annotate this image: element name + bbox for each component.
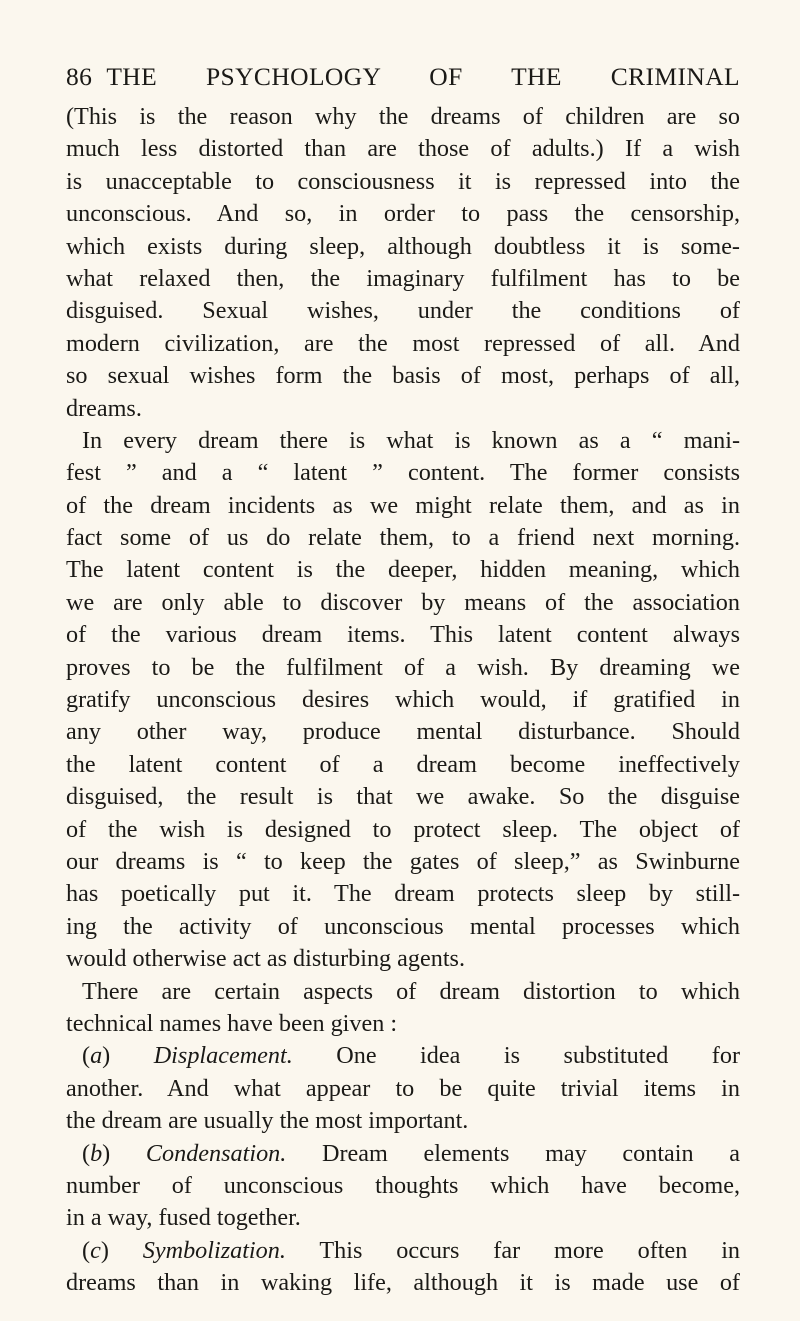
list-item-symbolization xyxy=(66,1235,740,1300)
list-open-paren: ( xyxy=(82,1236,91,1264)
text-line: There are certain aspects of dream distortion to which xyxy=(82,977,740,1005)
list-close-paren: ) xyxy=(102,1042,111,1070)
list-close-paren: ) xyxy=(102,1139,111,1167)
text-line: would otherwise act as disturbing agents. xyxy=(66,945,466,973)
text-line: proves to be the fulfilment of a wish. By dreaming we xyxy=(66,653,740,681)
list-term: Displacement. xyxy=(153,1042,293,1070)
text-line: (This is the reason why the dreams of children are so xyxy=(66,103,740,130)
text-line: The latent content is the deeper, hidden meaning, which xyxy=(66,556,740,584)
list-item-displacement xyxy=(66,1040,740,1137)
running-head xyxy=(66,60,740,94)
text-line: unconscious. And so, in order to pass the censorship, xyxy=(66,200,740,228)
running-title: THE PSYCHOLOGY OF THE CRIMINAL xyxy=(106,62,740,91)
text-line: dreams. xyxy=(66,394,142,422)
text-line: dreams than in waking life, although it is made use of xyxy=(66,1269,740,1297)
text-line: number of unconscious thoughts which have become, xyxy=(66,1171,740,1199)
paragraph xyxy=(66,101,740,425)
text-line: In every dream there is what is known as a “ mani- xyxy=(82,426,740,454)
text-line xyxy=(66,1040,740,1072)
text-line xyxy=(66,1138,740,1170)
paragraph xyxy=(66,425,740,976)
text-line: much less distorted than are those of adults.) If a wish xyxy=(66,135,740,163)
text-line xyxy=(66,1235,740,1267)
text-line: the latent content of a dream become ineffectively xyxy=(66,750,740,778)
text-line: has poetically put it. The dream protects sleep by still- xyxy=(66,880,740,908)
list-open-paren: ( xyxy=(82,1139,91,1167)
text-line: of the wish is designed to protect sleep. The object of xyxy=(66,815,740,843)
text-line: in a way, fused together. xyxy=(66,1204,301,1232)
page-number: 86 xyxy=(66,62,93,91)
text-line: modern civilization, are the most repressed of all. And xyxy=(66,329,740,357)
list-term: Condensation. xyxy=(145,1139,287,1167)
list-open-paren: ( xyxy=(82,1042,91,1070)
text-line: of the various dream items. This latent content always xyxy=(66,621,740,649)
body-text xyxy=(66,101,740,1299)
text-line: what relaxed then, the imaginary fulfilment has to be xyxy=(66,264,740,292)
text-line: disguised, the result is that we awake. So the disguise xyxy=(66,783,740,811)
text-line: the dream are usually the most important. xyxy=(66,1107,469,1135)
text-line: another. And what appear to be quite trivial items in xyxy=(66,1074,740,1102)
text-line: ing the activity of unconscious mental processes which xyxy=(66,912,740,940)
text-line: which exists during sleep, although doubtless it is some- xyxy=(66,232,740,260)
text-line: our dreams is “ to keep the gates of sleep,” as Swinburne xyxy=(66,847,740,875)
list-first-line-rest: One idea is substituted for xyxy=(336,1042,740,1070)
text-line: we are only able to discover by means of the association xyxy=(66,588,740,616)
book-page xyxy=(66,60,740,1299)
list-item-condensation xyxy=(66,1138,740,1235)
list-first-line-rest: Dream elements may contain a xyxy=(322,1139,740,1167)
text-line: fest ” and a “ latent ” content. The former consists xyxy=(66,459,740,487)
list-label: b xyxy=(90,1139,103,1167)
text-line: disguised. Sexual wishes, under the conditions of xyxy=(66,297,740,325)
text-line: so sexual wishes form the basis of most, perhaps of all, xyxy=(66,362,740,390)
list-term: Symbolization. xyxy=(142,1236,286,1264)
text-line: any other way, produce mental disturbance. Should xyxy=(66,718,740,746)
list-label: a xyxy=(90,1042,103,1070)
text-line: technical names have been given : xyxy=(66,1009,398,1037)
text-line: of the dream incidents as we might relate them, and as in xyxy=(66,491,740,519)
text-line: fact some of us do relate them, to a friend next morning. xyxy=(66,524,740,552)
text-line: gratify unconscious desires which would, if gratified in xyxy=(66,686,740,714)
list-label: c xyxy=(90,1236,101,1264)
text-line: is unacceptable to consciousness it is repressed into the xyxy=(66,167,740,195)
paragraph xyxy=(66,976,740,1041)
list-close-paren: ) xyxy=(100,1236,109,1264)
list-first-line-rest: This occurs far more often in xyxy=(319,1236,740,1264)
